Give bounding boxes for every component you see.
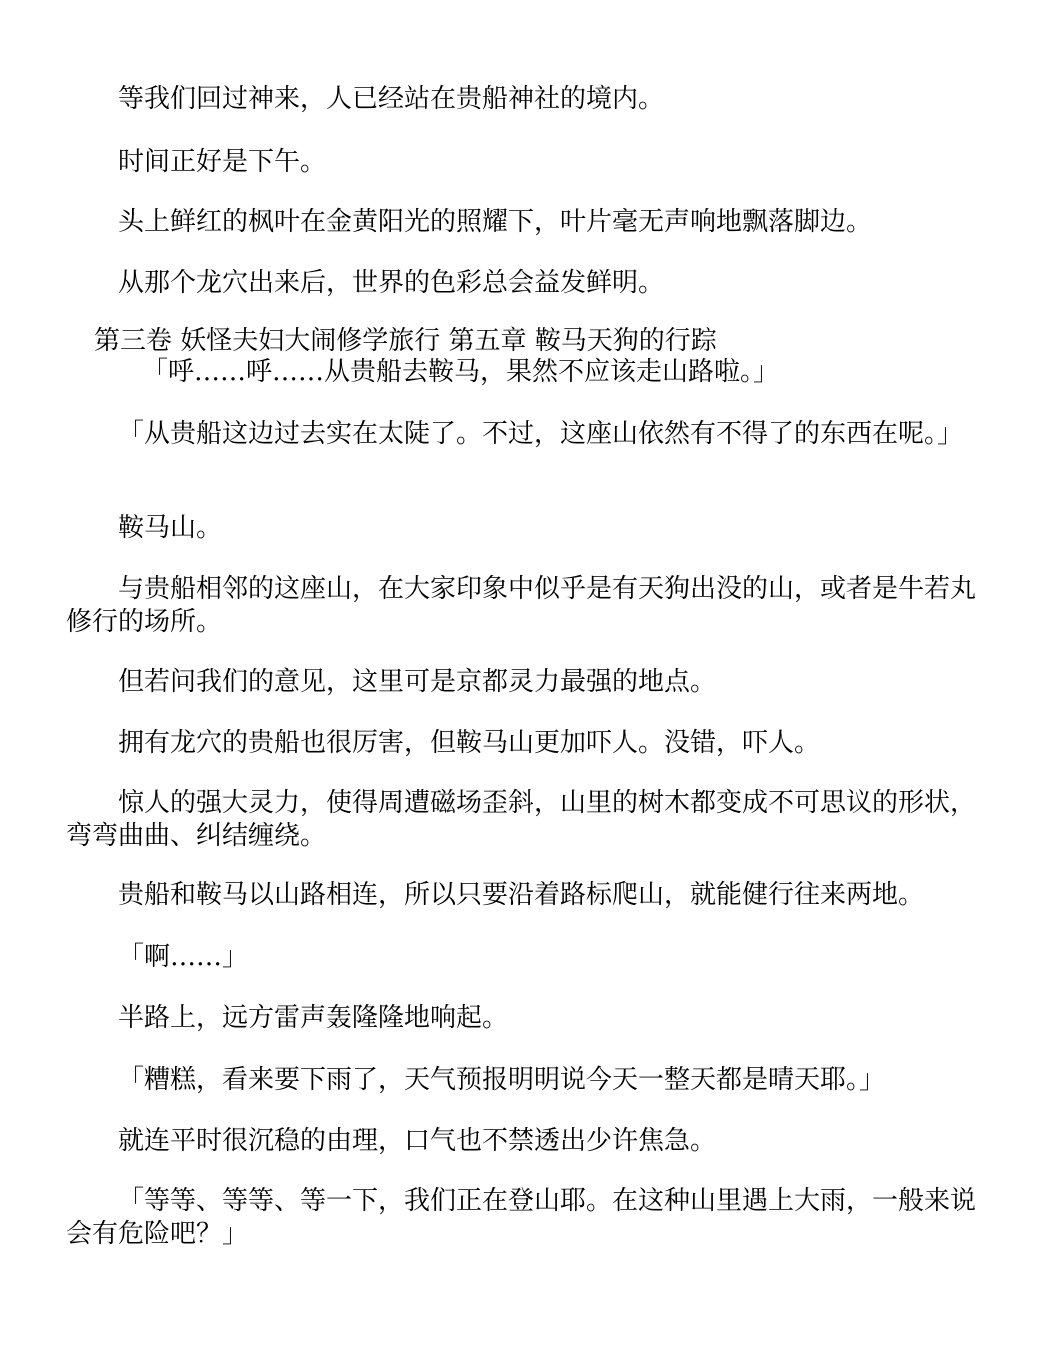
paragraph: 头上鲜红的枫叶在金黄阳光的照耀下，叶片毫无声响地飘落脚边。 bbox=[118, 207, 873, 237]
chapter-header: 第三卷 妖怪夫妇大闹修学旅行 第五章 鞍马天狗的行踪 bbox=[94, 326, 717, 356]
paragraph: 贵船和鞍马以山路相连，所以只要沿着路标爬山，就能健行往来两地。 bbox=[118, 880, 925, 910]
paragraph: 与贵船相邻的这座山，在大家印象中似乎是有天狗出没的山，或者是牛若丸修行的场所。 bbox=[66, 574, 977, 637]
paragraph: 「糟糕，看来要下雨了，天气预报明明说今天一整天都是晴天耶。」 bbox=[118, 1065, 886, 1095]
paragraph: 「从贵船这边过去实在太陡了。不过，这座山依然有不得了的东西在呢。」 bbox=[118, 419, 964, 449]
paragraph: 半路上，远方雷声轰隆隆地响起。 bbox=[118, 1003, 509, 1033]
paragraph: 「啊……」 bbox=[118, 942, 249, 972]
paragraph: 但若问我们的意见，这里可是京都灵力最强的地点。 bbox=[118, 667, 717, 697]
paragraph: 「呼……呼……从贵船去鞍马，果然不应该走山路啦。」 bbox=[142, 357, 780, 387]
paragraph: 从那个龙穴出来后，世界的色彩总会益发鲜明。 bbox=[118, 268, 665, 298]
paragraph: 拥有龙穴的贵船也很厉害，但鞍马山更加吓人。没错，吓人。 bbox=[118, 728, 821, 758]
paragraph: 时间正好是下午。 bbox=[118, 147, 327, 177]
paragraph: 鞍马山。 bbox=[118, 513, 223, 543]
paragraph: 就连平时很沉稳的由理，口气也不禁透出少许焦急。 bbox=[118, 1126, 717, 1156]
paragraph: 惊人的强大灵力，使得周遭磁场歪斜，山里的树木都变成不可思议的形状，弯弯曲曲、纠结缠绕。 bbox=[66, 788, 977, 851]
paragraph: 等我们回过神来，人已经站在贵船神社的境内。 bbox=[118, 84, 665, 114]
paragraph: 「等等、等等、等一下，我们正在登山耶。在这种山里遇上大雨，一般来说会有危险吧？」 bbox=[66, 1186, 977, 1249]
